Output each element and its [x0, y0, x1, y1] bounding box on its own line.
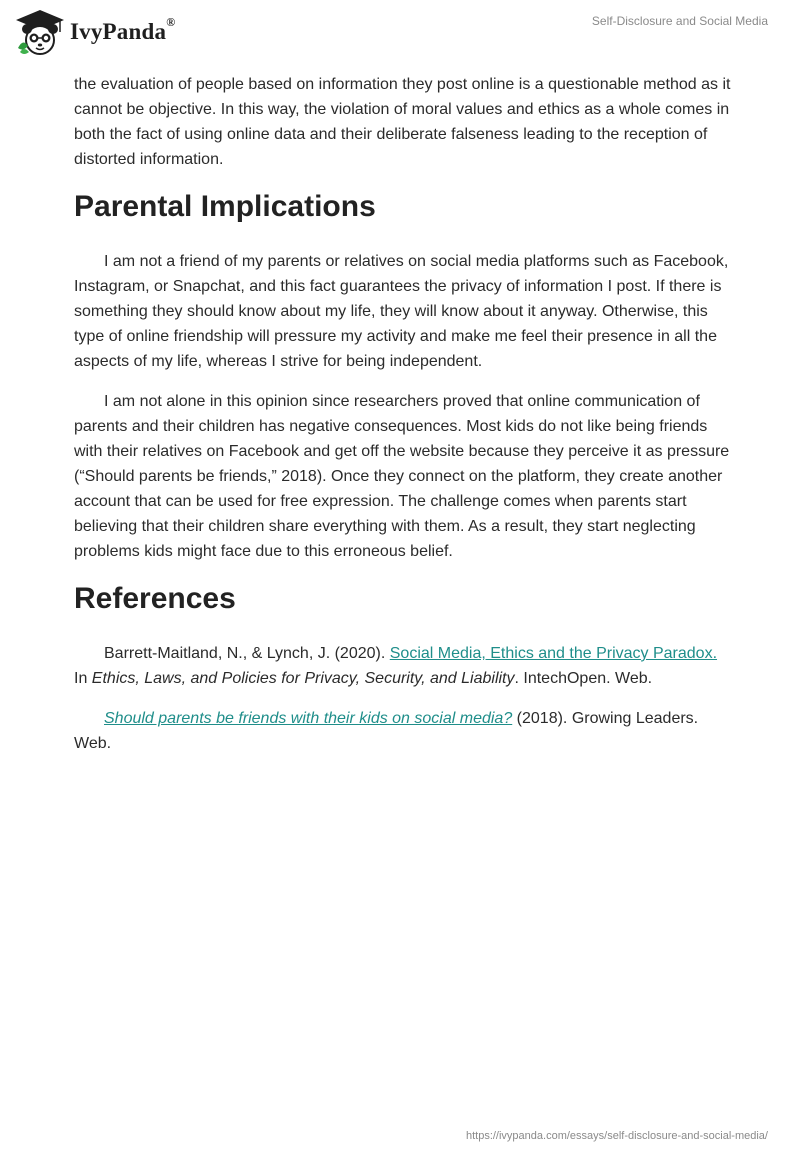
reference-1-book-title: Ethics, Laws, and Policies for Privacy, Security, and Liability	[91, 670, 515, 687]
reference-1-rest: . IntechOpen. Web.	[514, 670, 653, 687]
ivypanda-logo[interactable]	[14, 8, 175, 56]
running-title: Self-Disclosure and Social Media	[591, 14, 768, 28]
page-header	[0, 0, 800, 70]
intro-paragraph: the evaluation of people based on information they post online is a questionable method as it cannot be objective. In this way, the violation of moral values and ethics as a whole comes in both the fact of using online data and their deliberate falseness leading to the reception of distorted information.	[74, 76, 731, 168]
parental-paragraph-2: I am not alone in this opinion since researchers proved that online communication of parents and their children has negative consequences. Most kids do not like being friends with their relatives on Facebook and get off the website because they perceive it as pressure (“Should parents be friends,” 2018). Once they connect on the platform, they create another account that can be used for free expression. The challenge comes when parents start believing that their children share everything with them. As a result, they start neglecting problems kids might face due to this erroneous belief.	[74, 393, 730, 560]
footer-url: https://ivypanda.com/essays/self-disclosure-and-social-media/	[465, 1130, 768, 1142]
parental-paragraph-1: I am not a friend of my parents or relatives on social media platforms such as Facebook, Instagram, or Snapchat, and this fact guarantees the privacy of information I post. If there is something they should know about my life, they will know about it anyway. Otherwise, this type of online friendship will pressure my activity and make me feel their presence in all the aspects of my life, whereas I strive for being independent.	[74, 253, 729, 370]
reference-2	[74, 706, 734, 756]
heading-parental-implications: Parental Implications	[74, 190, 376, 223]
brand-name: IvyPanda®	[70, 15, 176, 44]
reference-2-rest: (2018). Growing Leaders. Web.	[74, 710, 699, 752]
reference-1	[74, 641, 734, 691]
reference-2-link[interactable]: Should parents be friends with their kids on social media?	[104, 710, 513, 727]
reference-1-link[interactable]: Social Media, Ethics and the Privacy Paradox.	[389, 645, 718, 662]
reference-1-authors: Barrett-Maitland, N., & Lynch, J. (2020).	[104, 645, 390, 662]
reference-1-in: In	[74, 670, 92, 687]
registered-mark: ®	[166, 15, 176, 30]
heading-references: References	[74, 582, 236, 615]
essay-content	[74, 72, 734, 771]
panda-graduate-icon	[14, 8, 66, 56]
